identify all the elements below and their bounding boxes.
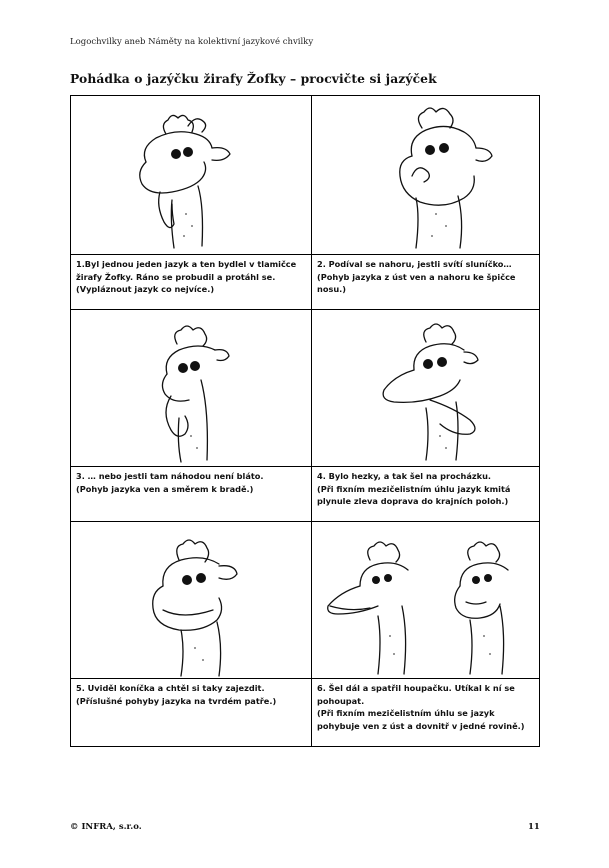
giraffe-tongue-in-out-icon xyxy=(320,536,532,676)
exercise-cell-1 xyxy=(71,96,311,309)
giraffe-tongue-down-icon xyxy=(143,318,243,466)
page-title: Pohádka o jazýčku žirafy Žofky – procvičte si jazýček xyxy=(70,71,437,86)
giraffe-tongue-palate-icon xyxy=(133,532,253,680)
giraffe-tongue-out-icon xyxy=(126,104,246,252)
exercise-cell-3 xyxy=(71,310,311,521)
giraffe-tongue-up-icon xyxy=(372,102,502,252)
exercise-cell-6 xyxy=(312,522,541,746)
exercise-caption-5: 5. Uviděl koníčka a chtěl si taky zajezdit. (Příslušné pohyby jazyka na tvrdém patře.) xyxy=(76,683,277,706)
exercise-cell-4 xyxy=(312,310,541,521)
page-number: 11 xyxy=(528,822,540,832)
exercise-caption-2: 2. Podíval se nahoru, jestli svítí sluníčko… (Pohyb jazyka z úst ven a nahoru ke špičce nosu.) xyxy=(317,259,516,294)
exercise-grid xyxy=(70,95,540,747)
exercise-cell-5 xyxy=(71,522,311,746)
exercise-cell-2 xyxy=(312,96,541,309)
giraffe-tongue-side-icon xyxy=(360,316,500,466)
exercise-caption-4: 4. Bylo hezky, a tak šel na procházku. (Při fixním mezičelistním úhlu jazyk kmitá plynule zleva doprava do krajních poloh.) xyxy=(317,471,511,506)
exercise-caption-6: 6. Šel dál a spatřil houpačku. Utíkal k ní se pohoupat. (Při fixním mezičelistním úhlu se jazyk pohybuje ven z úst a dovnitř v jedné rovině.) xyxy=(317,683,525,731)
footer-copyright: © INFRA, s.r.o. xyxy=(70,822,142,832)
exercise-caption-3: 3. … nebo jestli tam náhodou není bláto. (Pohyb jazyka ven a směrem k bradě.) xyxy=(76,471,264,494)
running-header: Logochvilky aneb Náměty na kolektivní jazykové chvilky xyxy=(70,37,314,47)
exercise-caption-1: 1.Byl jednou jeden jazyk a ten bydlel v tlamičce žirafy Žofky. Ráno se probudil a protáhl se. (Vypláznout jazyk co nejvíce.) xyxy=(76,259,297,294)
